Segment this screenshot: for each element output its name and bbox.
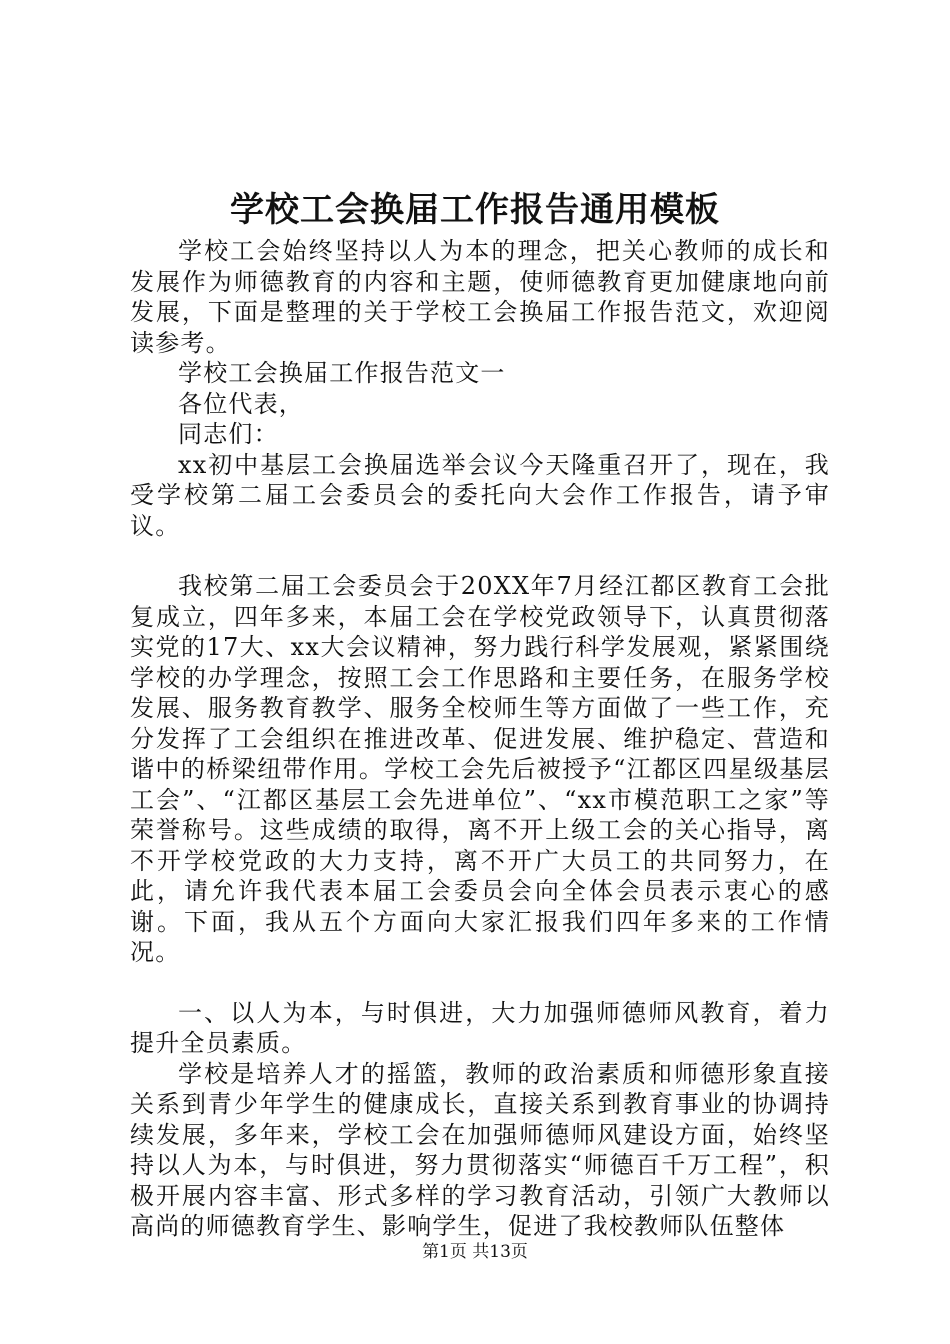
document-title: 学校工会换届工作报告通用模板 — [230, 190, 720, 230]
section-one-heading: 一、以人为本，与时俱进，大力加强师德师风教育，着力提升全员素质。 — [130, 998, 830, 1057]
summary-paragraph: 我校第二届工会委员会于20XX年7月经江都区教育工会批复成立，四年多来，本届工会在学校党政领导下，认真贯彻落实党的17大、xx大会议精神，努力践行科学发展观，紧紧围绕学校的办学理念，按照工会工作思路和主要任务，在服务学校发展、服务教育教学、服务全校师生等方面做了一些工作，充分发挥了工会组织在推进改革、促进发展、维护稳定、营造和谐中的桥梁纽带作用。学校工会先后被授予“江都区四星级基层工会”、“江都区基层工会先进单位”、“xx市模范职工之家”等荣誉称号。这些成绩的取得，离不开上级工会的关心指导，离不开学校党政的大力支持，离不开广大员工的共同努力，在此，请允许我代表本届工会委员会向全体会员表示衷心的感谢。下面，我从五个方面向大家汇报我们四年多来的工作情况。 — [130, 572, 830, 966]
opening-paragraph: xx初中基层工会换届选举会议今天隆重召开了，现在，我受学校第二届工会委员会的委托向大会作工作报告，请予审议。 — [130, 450, 830, 540]
page-footer: 第1页 共13页 — [422, 1242, 528, 1262]
section-heading: 学校工会换届工作报告范文一 — [178, 359, 506, 387]
salutation-line: 各位代表， — [178, 389, 304, 418]
section-one-paragraph: 学校是培养人才的摇篮，教师的政治素质和师德形象直接关系到青少年学生的健康成长，直接关系到教育事业的协调持续发展，多年来，学校工会在加强师德师风建设方面，始终坚持以人为本，与时俱进，努力贯彻落实“师德百千万工程”，积极开展内容丰富、形式多样的学习教育活动，引领广大教师以高尚的师德教育学生、影响学生，促进了我校教师队伍整体 — [130, 1059, 830, 1240]
salutation-line: 同志们： — [178, 420, 279, 448]
intro-paragraph: 学校工会始终坚持以人为本的理念，把关心教师的成长和发展作为师德教育的内容和主题，使师德教育更加健康地向前发展，下面是整理的关于学校工会换届工作报告范文，欢迎阅读参考。 — [130, 237, 830, 357]
paragraph-spacer — [130, 968, 830, 998]
paragraph-spacer — [130, 541, 830, 571]
document-body — [130, 236, 830, 1242]
